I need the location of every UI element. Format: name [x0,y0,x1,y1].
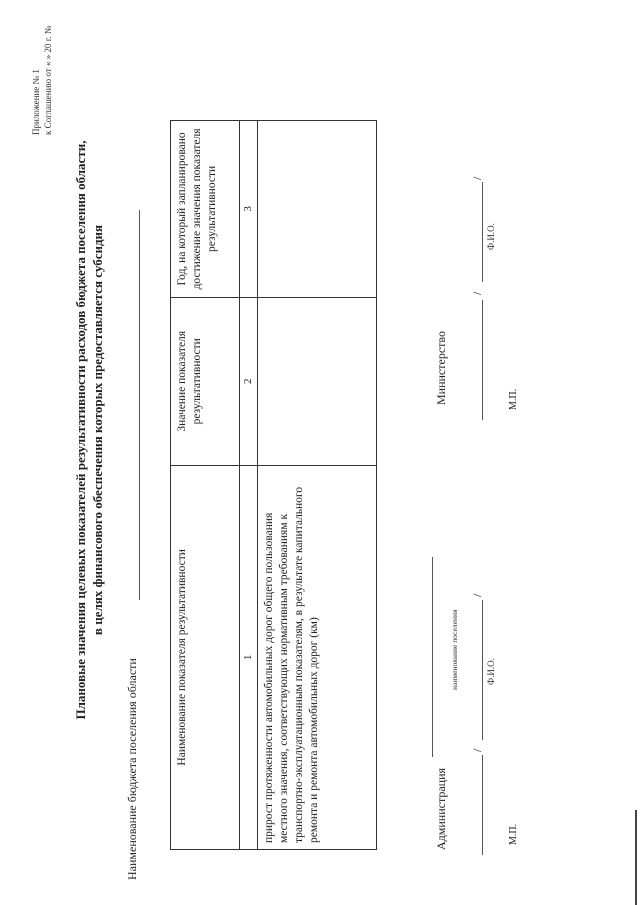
signature-line [482,755,483,855]
document-title [72,20,106,840]
column-number: 2 [240,297,258,465]
budget-label: Наименование бюджета поселения области [125,658,139,880]
fio-line [482,182,483,282]
table-number-row [240,121,258,850]
appendix-line-1: Приложение № 1 [31,69,41,135]
header-indicator-value: Значение показателя результативности [171,297,240,465]
slash-separator: / [470,593,484,597]
budget-name-row [125,20,140,880]
table-header-row [171,121,240,850]
title-line-1: Плановые значения целевых показателей результативности расходов бюджета поселения области, [73,140,88,720]
administration-label: Администрация [434,767,448,850]
column-number: 3 [240,121,258,298]
settlement-name-line [432,557,433,757]
scan-edge [635,810,637,905]
header-indicator-name: Наименование показателя результативности [171,465,240,849]
indicator-value-cell [258,297,377,465]
ministry-label: Министерство [434,331,448,405]
appendix-line-2: к Соглашению от « » 20 г. № [43,25,53,135]
budget-name-line [139,210,140,600]
slash-separator: / [470,291,484,295]
stamp-place-label: М.П. [508,823,519,845]
settlement-name-sublabel: наименование поселения [450,609,459,690]
title-line-2: в целях финансового обеспечения которых предоставляется субсидия [90,224,105,636]
slash-separator: / [470,176,484,180]
indicator-name-cell: прирост протяженности автомобильных дорог общего пользования местного значения, соответствующих нормативным требованиям к транспортно-эксплуатационным показателям, в результате капитального ремонта и ремонта автомобильных дорог (км) [258,465,377,849]
target-year-cell [258,121,377,298]
appendix-note [30,5,54,135]
indicators-table [170,120,377,850]
column-number: 1 [240,465,258,849]
slash-separator: / [470,748,484,752]
document-page [30,20,630,880]
stamp-place-label: М.П. [508,388,519,410]
header-target-year: Год, на который запланировано достижение значения показателя результативности [171,121,240,298]
fio-label: Ф.И.О. [486,658,496,685]
fio-label: Ф.И.О. [486,223,496,250]
signature-line [482,300,483,420]
fio-line [482,600,483,740]
table-row [258,121,377,850]
